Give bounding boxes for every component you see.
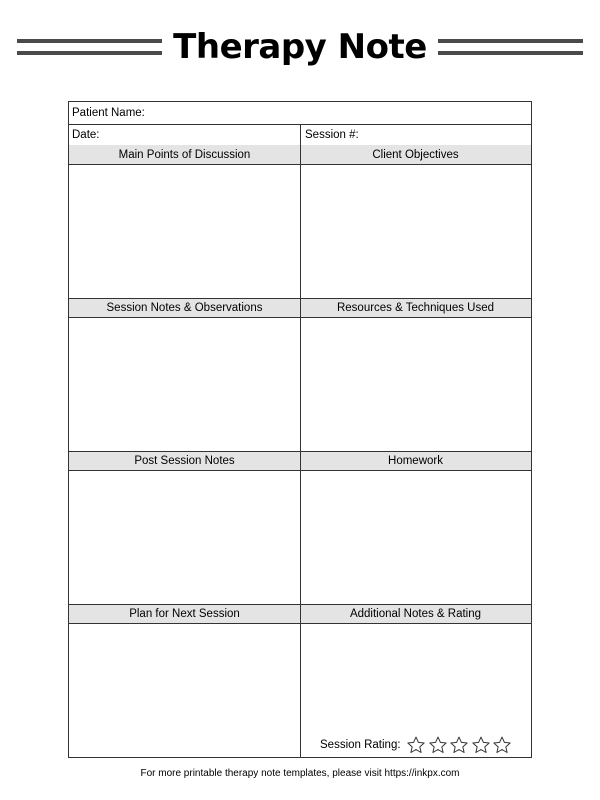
- star-icon[interactable]: [449, 735, 469, 755]
- section-heading: Homework: [300, 451, 531, 471]
- section-writing-area[interactable]: [69, 166, 300, 298]
- section-heading: Main Points of Discussion: [69, 145, 300, 165]
- divider: [300, 124, 301, 146]
- date-label: Date:: [72, 129, 100, 141]
- therapy-note-form: [68, 101, 532, 758]
- section-heading: Session Notes & Observations: [69, 298, 300, 318]
- session-rating: [320, 735, 512, 755]
- session-number-label: Session #:: [305, 129, 359, 141]
- section-writing-area[interactable]: [300, 319, 531, 451]
- star-icon[interactable]: [406, 735, 426, 755]
- section-heading: Additional Notes & Rating: [300, 604, 531, 624]
- section-writing-area[interactable]: [69, 472, 300, 604]
- star-icon[interactable]: [492, 735, 512, 755]
- title-banner: [0, 24, 600, 72]
- divider: [300, 145, 301, 757]
- footer-note: For more printable therapy note templates, please visit https://inkpx.com: [140, 768, 460, 779]
- section-writing-area[interactable]: [300, 472, 531, 604]
- rating-stars: [405, 735, 513, 755]
- section-heading: Resources & Techniques Used: [300, 298, 531, 318]
- star-icon[interactable]: [471, 735, 491, 755]
- section-heading: Plan for Next Session: [69, 604, 300, 624]
- section-writing-area[interactable]: [300, 166, 531, 298]
- section-writing-area[interactable]: [69, 319, 300, 451]
- section-writing-area[interactable]: [69, 625, 300, 757]
- section-heading: Client Objectives: [300, 145, 531, 165]
- page-title: Therapy Note: [173, 27, 427, 67]
- session-rating-label: Session Rating:: [320, 739, 401, 751]
- patient-name-label: Patient Name:: [72, 107, 145, 119]
- star-icon[interactable]: [428, 735, 448, 755]
- section-heading: Post Session Notes: [69, 451, 300, 471]
